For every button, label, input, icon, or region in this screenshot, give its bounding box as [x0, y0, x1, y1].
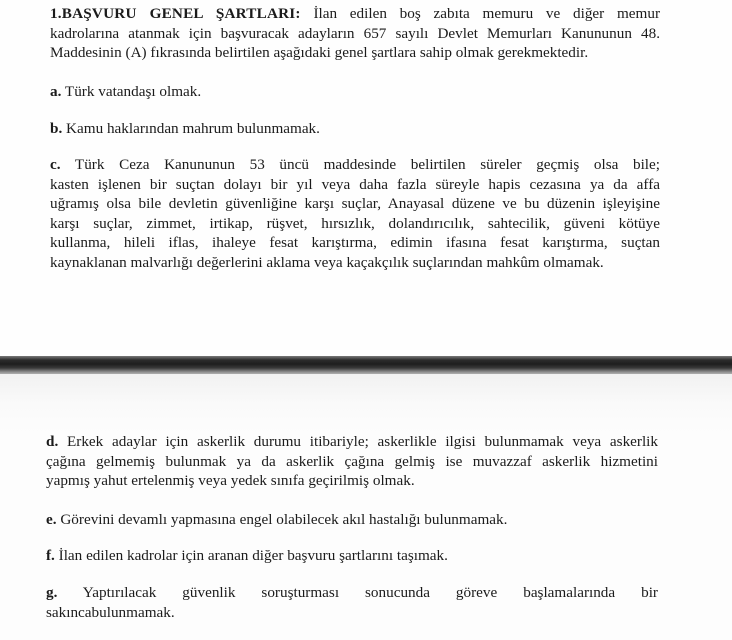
item-g [46, 583, 658, 622]
intro-line-3: Maddesinin (A) fıkrasında belirtilen aşağıdaki genel şartlara sahip olmak gerekmektedir. [50, 44, 589, 61]
item-d-line-2: çağına gelmemiş bulunmak ya da askerlik çağına gelmiş ise muvazzaf askerlik hizmetini [46, 452, 658, 470]
item-a [50, 82, 660, 102]
item-c-line-4: karşı suçlar, zimmet, irtikap, rüşvet, hırsızlık, dolandırıcılık, sahtecilik, güveni kötüye [50, 214, 660, 232]
item-a-text: Türk vatandaşı olmak. [64, 83, 202, 100]
item-c-label: c. [50, 156, 61, 173]
item-g-line-2: sakıncabulunmamak. [46, 603, 175, 621]
item-c-line-1: c. Türk Ceza Kanununun 53 üncü maddesinde belirtilen süreler geçmiş olsa bile; [50, 156, 660, 173]
item-c [50, 155, 660, 272]
item-b-text: Kamu haklarından mahrum bulunmamak. [66, 120, 320, 137]
item-c-line-2: kasten işlenen bir suçtan dolayı bir yıl veya daha fazla süreyle hapis cezasına ya da affa [50, 175, 660, 193]
item-d-line-3: yapmış yahut ertelenmiş veya yedek sınıfa geçirilmiş olmak. [46, 472, 415, 489]
item-b [50, 119, 660, 139]
item-c-line-5: kullanma, hileli iflas, ihaleye fesat karıştırma, edimin ifasına fesat karıştırma, suçtan [50, 234, 660, 251]
intro-line-2: kadrolarına atanmak için başvuracak adayların 657 sayılı Devlet Memurları Kanununun 48. [50, 24, 660, 42]
item-c-line-3: uğramış olsa bile devletin güvenliğine karşı suçlar, Anayasal düzene ve bu düzenin işleyişine [50, 195, 660, 212]
intro-line-1: 1.BAŞVURU GENEL ŞARTLARI: İlan edilen boş zabıta memuru ve diğer memur [50, 5, 660, 22]
document-page-bottom [0, 374, 732, 640]
section-intro-paragraph [50, 4, 660, 63]
item-b-label: b. [50, 120, 63, 137]
item-e [46, 510, 658, 530]
item-f-label: f. [46, 547, 55, 564]
item-c-line-6: kaynaklanan malvarlığı değerlerini aklama veya kaçakçılık suçlarından mahkûm olmamak. [50, 253, 604, 271]
item-f [46, 546, 658, 566]
item-d-line-1: d. Erkek adaylar için askerlik durumu itibariyle; askerlikle ilgisi bulunmamak veya askerlik [46, 433, 658, 450]
item-g-line-1: g. Yaptırılacak güvenlik soruşturması sonucunda göreve başlamalarında bir [46, 584, 658, 601]
item-g-label: g. [46, 584, 58, 601]
item-a-label: a. [50, 83, 62, 100]
section-heading: 1.BAŞVURU GENEL ŞARTLARI: [50, 5, 301, 22]
page-separator [0, 356, 732, 376]
item-e-label: e. [46, 511, 57, 528]
item-d [46, 432, 658, 491]
item-e-text: Görevini devamlı yapmasına engel olabilecek akıl hastalığı bulunmamak. [60, 511, 508, 528]
item-f-text: İlan edilen kadrolar için aranan diğer başvuru şartlarını taşımak. [58, 547, 448, 564]
item-d-label: d. [46, 433, 59, 450]
